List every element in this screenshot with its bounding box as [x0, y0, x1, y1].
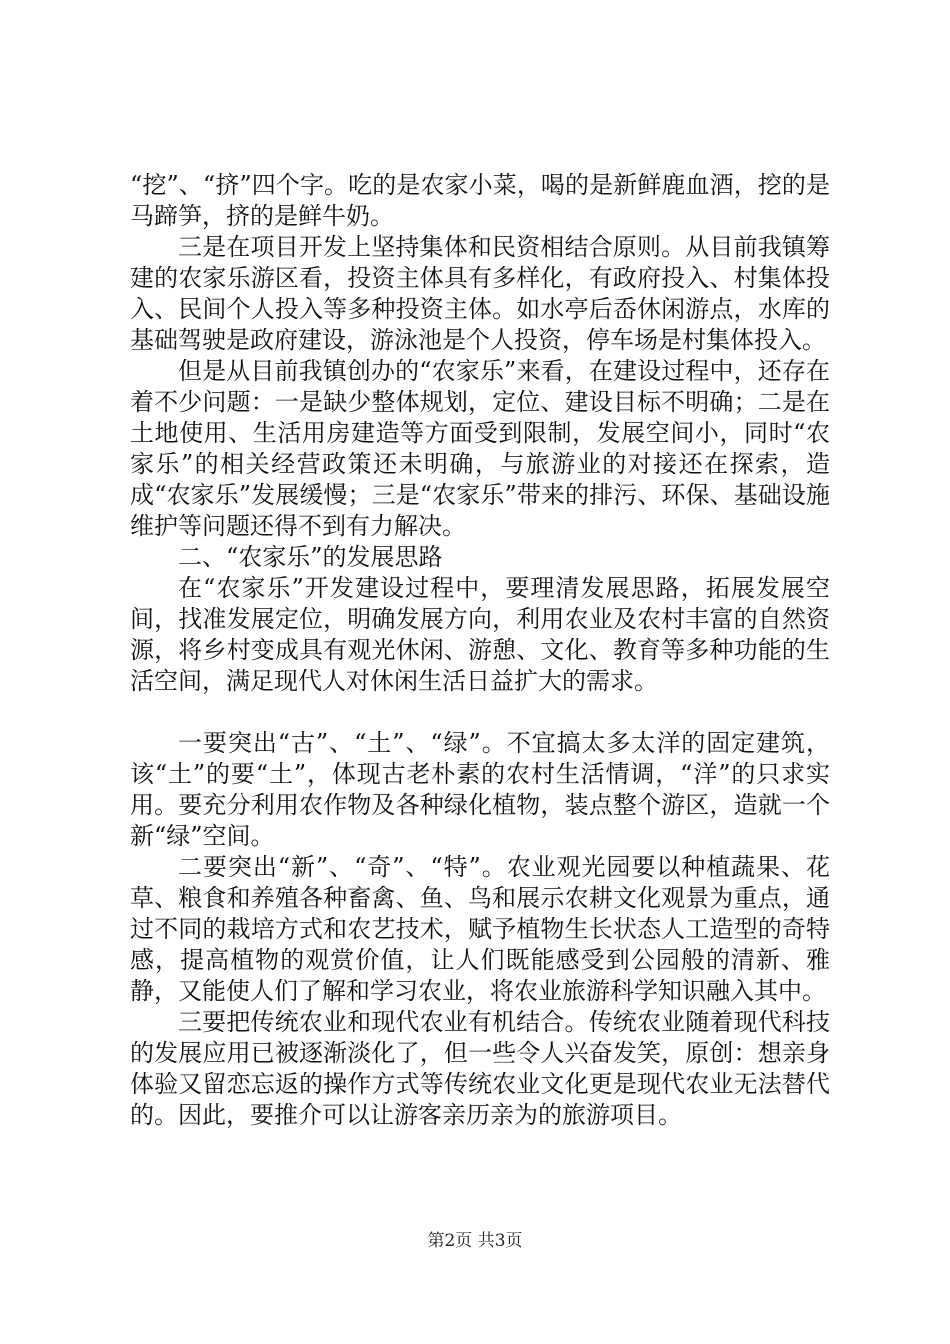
paragraph-point-three: 三要把传统农业和现代农业有机结合。传统农业随着现代科技的发展应用已被逐渐淡化了，但一些令人兴奋发笑，原创：想亲身体验又留恋忘返的操作方式等传统农业文化更是现代农业无法替代的。因此，要推介可以让游客亲历亲为的旅游项目。 [130, 1008, 830, 1129]
page-number-footer: 第2页 共3页 [427, 1231, 523, 1251]
paragraph-development-ideas: 在“农家乐”开发建设过程中，要理清发展思路，拓展发展空间，找准发展定位，明确发展方向，利用农业及农村丰富的自然资源，将乡村变成具有观光休闲、游憩、文化、教育等多种功能的生活空间，满足现代人对休闲生活日益扩大的需求。 [130, 574, 830, 695]
section-heading: 二、“农家乐”的发展思路 [178, 543, 443, 571]
document-body [130, 170, 830, 1131]
paragraph-investment: 三是在项目开发上坚持集体和民资相结合原则。从目前我镇筹建的农家乐游区看，投资主体具有多样化，有政府投入、村集体投入、民间个人投入等多种投资主体。如水亭后岙休闲游点，水库的基础驾驶是政府建设，游泳池是个人投资，停车场是村集体投入。 [130, 233, 830, 354]
paragraph-point-one: 一要突出“古”、“土”、“绿”。不宜搞太多太洋的固定建筑，该“土”的要“土”，体现古老朴素的农村生活情调，“洋”的只求实用。要充分利用农作物及各种绿化植物，装点整个游区，造就一个新“绿”空间。 [130, 729, 830, 850]
paragraph-problems: 但是从目前我镇创办的“农家乐”来看，在建设过程中，还存在着不少问题：一是缺少整体规划，定位、建设目标不明确；二是在土地使用、生活用房建造等方面受到限制，发展空间小，同时“农家乐”的相关经营政策还未明确，与旅游业的对接还在探索，造成“农家乐”发展缓慢；三是“农家乐”带来的排污、环保、基础设施维护等问题还得不到有力解决。 [130, 357, 830, 540]
paragraph-spacer [130, 697, 830, 728]
paragraph-point-two: 二要突出“新”、“奇”、“特”。农业观光园要以种植蔬果、花草、粮食和养殖各种畜禽、鱼、鸟和展示农耕文化观景为重点，通过不同的栽培方式和农艺技术，赋予植物生长状态人工造型的奇特感，提高植物的观赏价值，让人们既能感受到公园般的清新、雅静，又能使人们了解和学习农业，将农业旅游科学知识融入其中。 [130, 853, 830, 1005]
paragraph-continuation: “挖”、“挤”四个字。吃的是农家小菜，喝的是新鲜鹿血酒，挖的是马蹄笋，挤的是鲜牛奶。 [130, 171, 830, 230]
